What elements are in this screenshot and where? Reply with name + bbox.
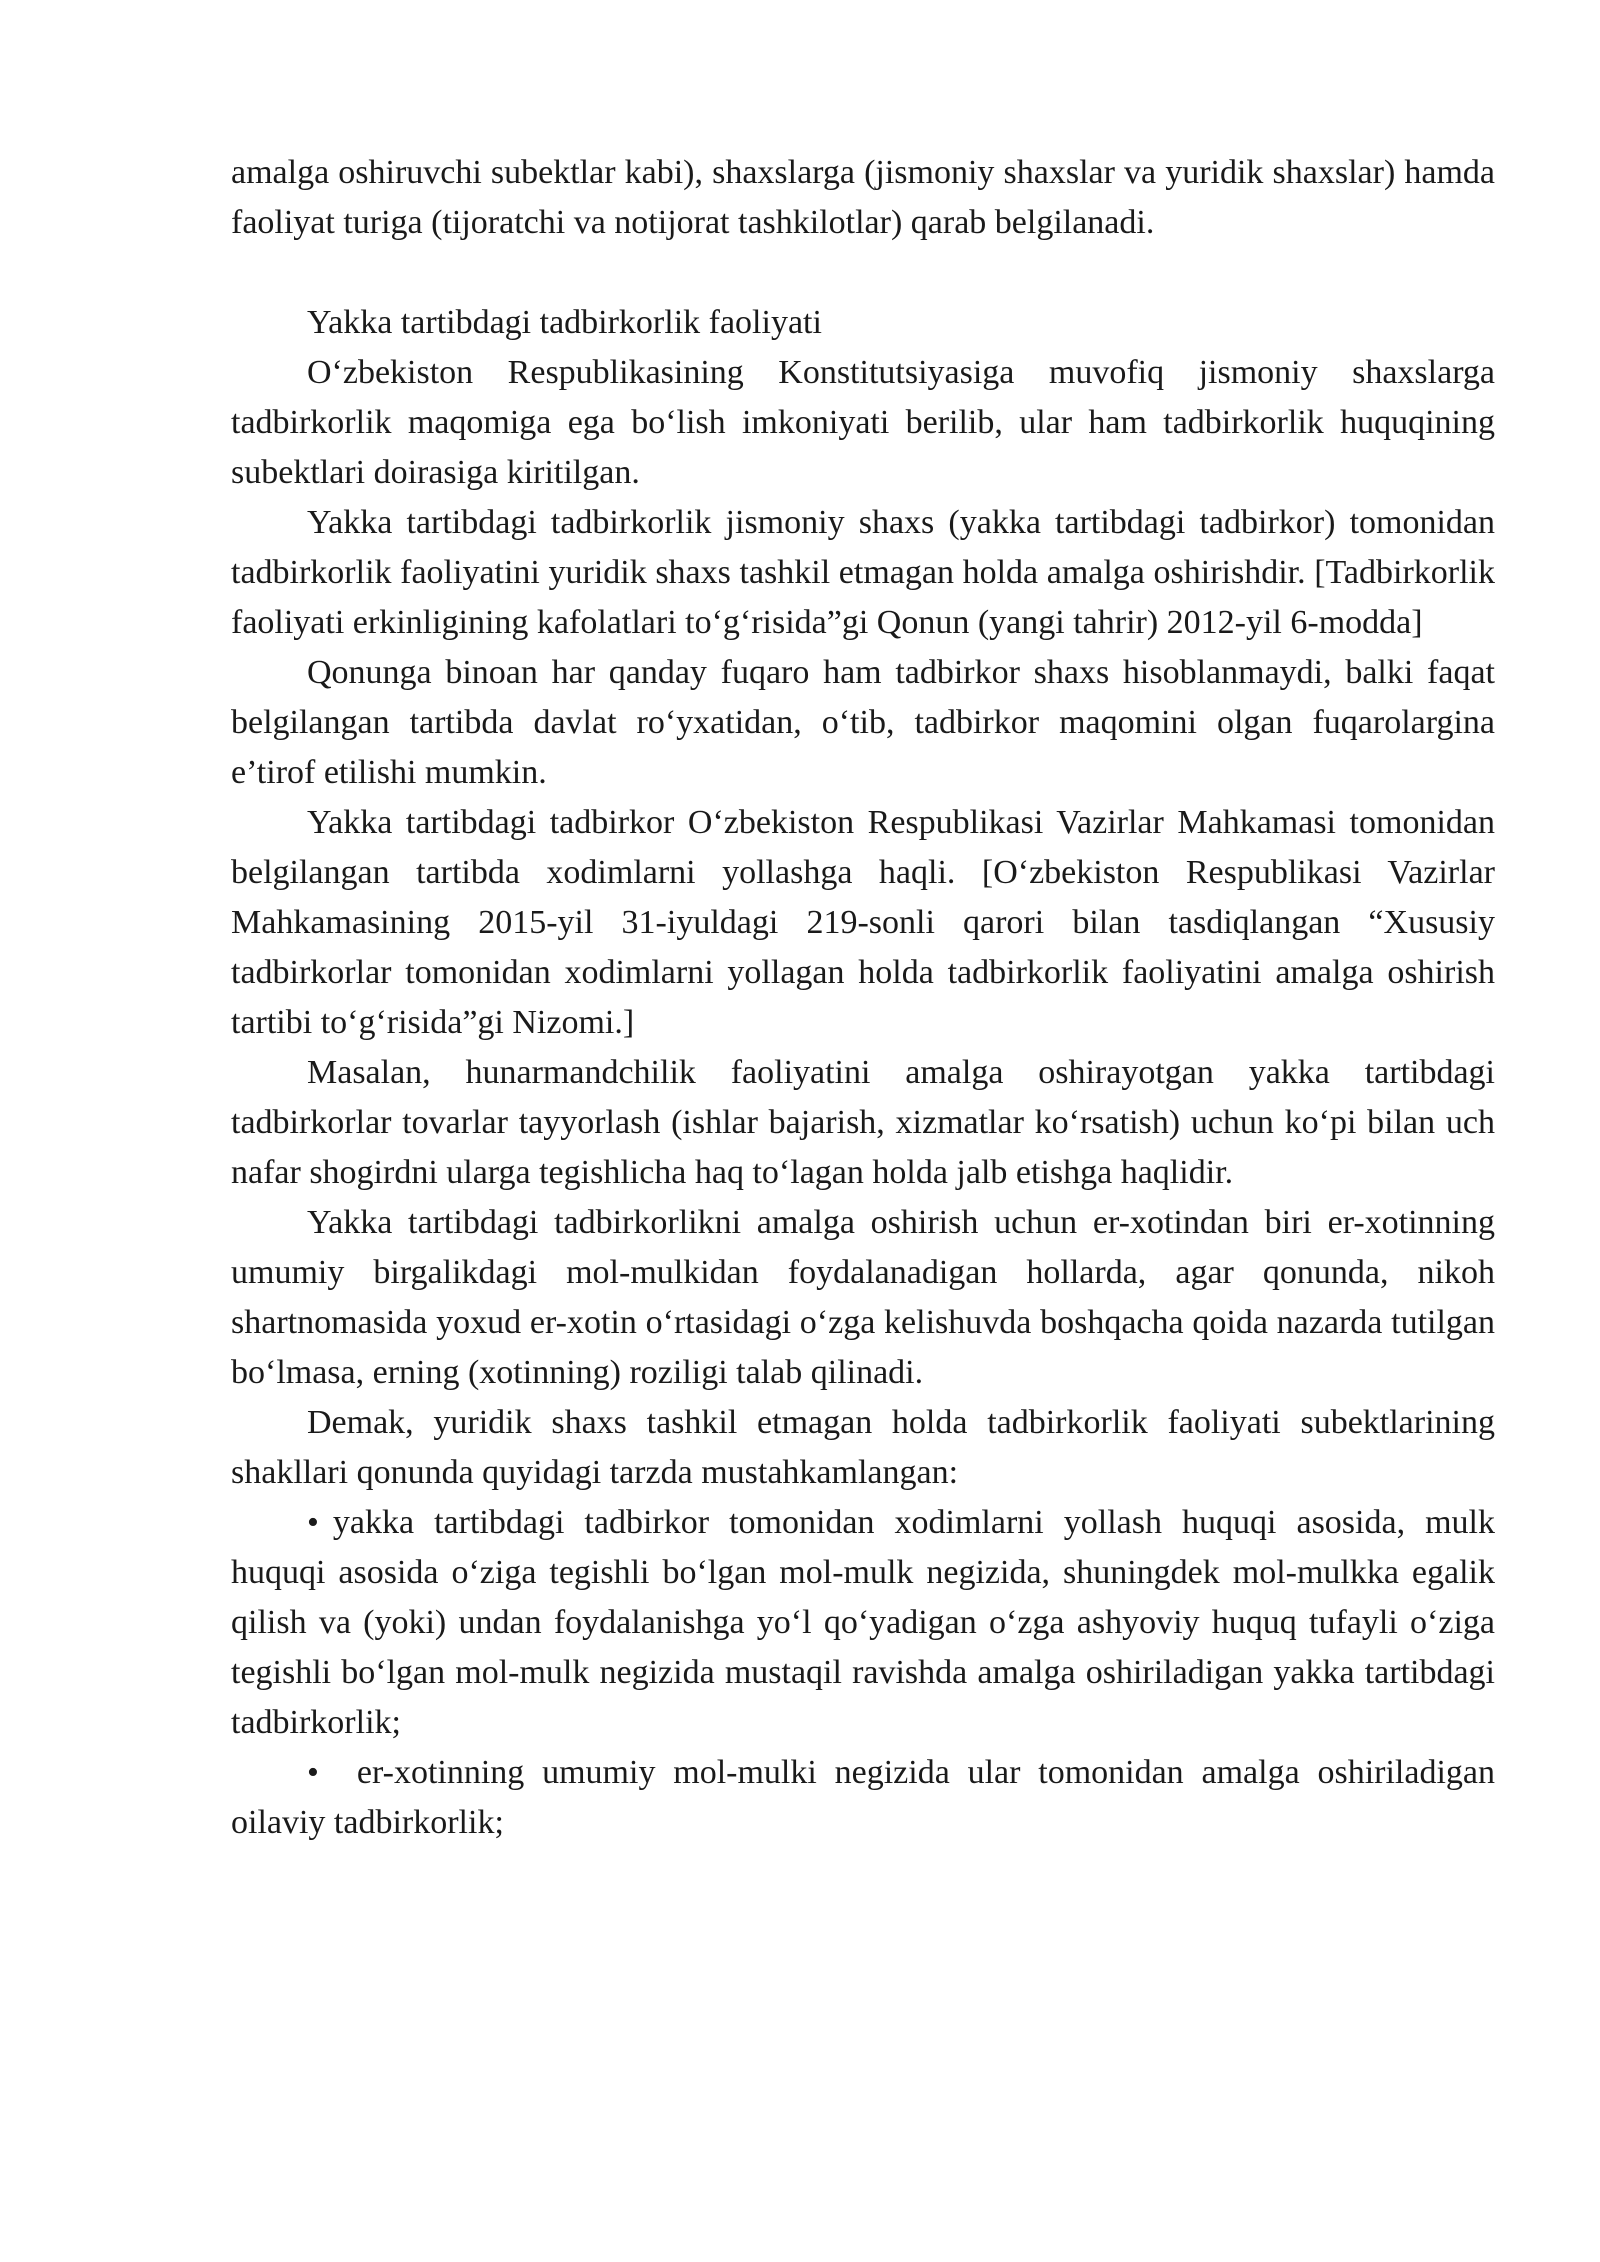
document-page (231, 148, 1495, 1848)
paragraph-craftsmanship: Masalan, hunarmandchilik faoliyatini amalga oshirayotgan yakka tartibdagi tadbirkorlar tovarlar tayyorlash (ishlar bajarish, xizmatlar ko‘rsatish) uchun ko‘pi bilan uch nafar shogirdni ularga tegishlicha haq to‘lagan holda jalb etishga haqlidir. (231, 1054, 1495, 1191)
paragraph-registration: Qonunga binoan har qanday fuqaro ham tadbirkor shaxs hisoblanmaydi, balki faqat belgilangan tartibda davlat ro‘yxatidan, o‘tib, tadbirkor maqomini olgan fuqarolargina e’tirof etilishi mumkin. (231, 654, 1495, 791)
bullet-icon: • (307, 1754, 319, 1791)
paragraph-continuation: amalga oshiruvchi subektlar kabi), shaxslarga (jismoniy shaxslar va yuridik shaxslar) hamda faoliyat turiga (tijoratchi va notijorat tashkilotlar) qarab belgilanadi. (231, 154, 1495, 241)
list-item-text: er-xotinning umumiy mol-mulki negizida ular tomonidan amalga oshiriladigan oilaviy tadbirkorlik; (231, 1754, 1495, 1841)
paragraph-constitution: O‘zbekiston Respublikasining Konstitutsiyasiga muvofiq jismoniy shaxslarga tadbirkorlik maqomiga ega bo‘lish imkoniyati berilib, ular ham tadbirkorlik huquqining subektlari doirasiga kiritilgan. (231, 354, 1495, 491)
bullet-icon: • (307, 1504, 319, 1541)
paragraph-spouse-consent: Yakka tartibdagi tadbirkorlikni amalga oshirish uchun er-xotindan biri er-xotinning umumiy birgalikdagi mol-mulkidan foydalanadigan hollarda, agar qonunda, nikoh shartnomasida yoxud er-xotin o‘rtasidagi o‘zga kelishuvda boshqacha qoida nazarda tutilgan bo‘lmasa, erning (xotinning) roziligi talab qilinadi. (231, 1204, 1495, 1391)
section-heading: Yakka tartibdagi tadbirkorlik faoliyati (307, 304, 822, 341)
paragraph-forms-intro: Demak, yuridik shaxs tashkil etmagan holda tadbirkorlik faoliyati subektlarining shakllari qonunda quyidagi tarzda mustahkamlangan: (231, 1404, 1495, 1491)
paragraph-hiring: Yakka tartibdagi tadbirkor O‘zbekiston Respublikasi Vazirlar Mahkamasi tomonidan belgilangan tartibda xodimlarni yollashga haqli. [O‘zbekiston Respublikasi Vazirlar Mahkamasining 2015-yil 31-iyuldagi 219-sonli qarori bilan tasdiqlangan “Xususiy tadbirkorlar tomonidan xodimlarni yollagan holda tadbirkorlik faoliyatini amalga oshirish tartibi to‘g‘risida”gi Nizomi.] (231, 804, 1495, 1041)
list-item-text: yakka tartibdagi tadbirkor tomonidan xodimlarni yollash huquqi asosida, mulk huquqi asosida o‘ziga tegishli bo‘lgan mol-mulk negizida, shuningdek mol-mulkka egalik qilish va (yoki) undan foydalanishga yo‘l qo‘yadigan o‘zga ashyoviy huquq tufayli o‘ziga tegishli bo‘lgan mol-mulk negizida mustaqil ravishda amalga oshiriladigan yakka tartibdagi tadbirkorlik; (231, 1504, 1495, 1741)
paragraph-definition: Yakka tartibdagi tadbirkorlik jismoniy shaxs (yakka tartibdagi tadbirkor) tomonidan tadbirkorlik faoliyatini yuridik shaxs tashkil etmagan holda amalga oshirishdir. [Tadbirkorlik faoliyati erkinligining kafolatlari to‘g‘risida”gi Qonun (yangi tahrir) 2012-yil 6-modda] (231, 504, 1495, 641)
list-item (231, 1748, 1495, 1848)
list-item (231, 1498, 1495, 1748)
